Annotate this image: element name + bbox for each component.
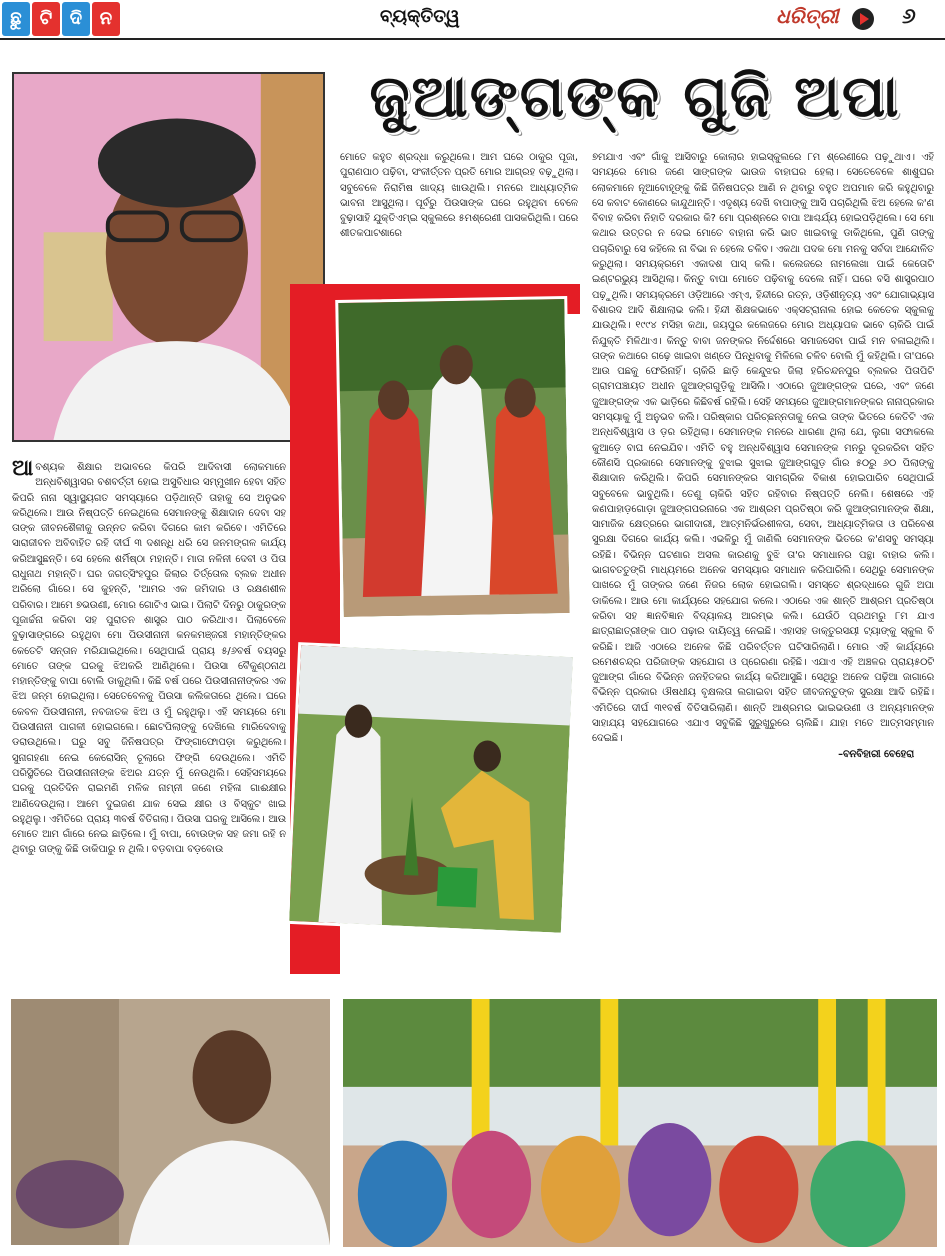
tree-planting-photo [286,642,576,936]
portrait-photo [12,72,325,442]
brand-letter: ଛୁ [2,2,30,36]
brand-letter: ଟି [32,2,60,36]
article-text: ମୋତେ କହୁତ ଶ୍ରଦ୍ଧା କରୁଥିଲେ। ଆମ ଘରେ ଠାକୁର ପୂଜା, ପୁରାଣପାଠ ପଢ଼ିବା, ସଂକୀର୍ତ୍ତନ ପ୍ରତି ମୋର ଆଗ୍ରହ ବଢ଼ୁଥିଲା। ସବୁବେଳେ ନିରାମିଷ ଖାଦ୍ୟ ଖାଉଥିଲି। ମନରେ ଆଧ୍ୟାତ୍ମିକ ଭାବନା ଆସୁଥିଲା। ପୂର୍ବରୁ ପିଉସାଙ୍କ ଘରେ ରହୁଥିବା ବେଳେ ବୁଢ଼ାସାହି ଯୁକ୍ତିଏମ୍‌ଇ ସ୍କୁଲରେ ୫ମଶ୍ରେଣୀ ପାସକରିଥିଲି। ପରେ ଶୀତକପାଟଶାରେ [340,152,578,240]
newspaper-logo: ଧରିତ୍ରୀ [776,4,839,28]
article-column-left [12,460,286,990]
seated-portrait-photo [8,996,333,1248]
article-column-right [592,150,934,990]
page-header [0,0,945,40]
byline: –ବନବିହାରୀ ବେହେରା [838,748,914,760]
play-icon [852,8,874,30]
section-brand [2,2,120,36]
article-column-middle [340,150,578,290]
drop-cap: ଆ [12,460,34,481]
women-group-photo [340,996,940,1250]
group-photo [335,296,573,620]
article-text: ବଶ୍ୟକ ଶିକ୍ଷାର ଅଭାବରେ କିପରି ଆଦିବାସୀ ଲୋକମାନେ ଅନ୍ଧବିଶ୍ୱାସର ବଶବର୍ତ୍ତୀ ହୋଇ ଅସୁବିଧାର ସମ୍ମୁଖୀନ ହେବା ସହିତ କିପରି ନାନା ସ୍ୱାସ୍ଥ୍ୟଗତ ସମସ୍ୟାରେ ପଡ଼ିଥାନ୍ତି ତାହାକୁ ସେ ଅନୁଭବ କରିଥିଲେ। ଆଉ ନିଷ୍ପତ୍ତି ନେଇଥିଲେ ସେମାନଙ୍କୁ ଶିକ୍ଷାଦାନ ଦେବା ସହ ତାଙ୍କ ଜୀବନଶୈଳୀକୁ ଉନ୍ନତ କରିବା ଦିଗରେ କାମ କରିବେ। ଏମିତିରେ ସାରାଜୀବନ ଅବିବାହିତ ରହି ଦୀର୍ଘ ୩ ଦଶନ୍ଧି ଧରି ସେ ଜନମଙ୍ଗଳ କାର୍ଯ୍ୟ କରିଆସୁଛନ୍ତି। ସେ ହେଲେ ଶର୍ମିଷ୍ଠା ମହାନ୍ତି। ମାତା ନଳିନୀ ଦେବୀ ଓ ପିତା ରାଧୁନାଥ ମହାନ୍ତି। ଘର ଜଗତ୍‌ସିଂହପୁର ଜିଲାର ତିର୍ତ୍ତୋଲ ବ୍ଲକ ଅଧୀନ ଅରିଲୋ ଗାଁରେ। ସେ କୁହନ୍ତି, 'ଆମର ଏକ ଜମିଦାର ଓ ରକ୍ଷଣଶୀଳ ପରିବାର। ଆମେ ୭ଭଉଣୀ, ମୋର ଗୋଟିଏ ଭାଇ। ପିଲାଟି ଦିନରୁ ଠାକୁରଙ୍କ ପୂଜାର୍ଚ୍ଚନା କରିବା ସହ ପୁରାତନ ଶାସ୍ତ୍ର ପାଠ କରିଥାଏ। ପିଲାବେଳେ ବୁଢ଼ାସାଙ୍ଗରେ ରହୁଥିବା ମୋ ପିଉସୀନାନୀ କନକମଞ୍ଜରୀ ମହାନ୍ତିଙ୍କର କେତେଟି ସନ୍ତାନ ମରିଯାଇଥିଲେ। ସେଥିପାଇଁ ପ୍ରାୟ ୫/୬ବର୍ଷ ବୟସରୁ ମୋତେ ତାଙ୍କ ଘରକୁ ଝିଅକରି ଆଣିଥିଲେ। ପିଉସା ବୈକୁଣ୍ଠନାଥ ମହାନ୍ତିଙ୍କୁ ବାପା ବୋଲି ଡାକୁଥିଲି। କିଛି ବର୍ଷ ପରେ ପିଉସୀନାନୀଙ୍କର ଏକ ଝିଅ ଜନ୍ମ ହୋଇଥିଲା। ସେତେବେଳକୁ ପିଉସା କଲିକତାରେ ଥିଲେ। ଘରେ କେବଳ ପିଉସୀନାନୀ, ନବଜାତକ ଝିଅ ଓ ମୁଁ ରହୁଥିଲୁ। ଏହି ସମୟରେ ମୋ ପିଉସୀନାନୀ ପାଗଳୀ ହୋଇଗଲେ। ଛୋଟପିଲାଙ୍କୁ ଦେଖିଲେ ମାରିଦେବାକୁ ଡରାଉଥିଲେ। ଘରୁ ସବୁ ଜିନିଷପତ୍ର ଫିଙ୍ଗାଫୋପଡ଼ା କରୁଥିଲେ। ସୁନାଗହଣା ନେଇ କେରୋସିନ୍ ଚୂଲାରେ ଫିଙ୍ଗି ଦେଉଥିଲେ। ଏମିତି ପରିସ୍ଥିତିରେ ପିଉସୀନାନୀଙ୍କ ଝିଅର ଯତ୍ନ ମୁଁ ନେଉଥିଲି। ସେହିସମୟରେ ଘରକୁ ପ୍ରତିଦିନ ରାଇମଣି ମଳିକ ନାମ୍ନୀ ଜଣେ ମହିଳା ଗାଈକ୍ଷୀର ଆଣିଦେଉଥିଲା। ଆମେ ଦୁଇଜଣ ଯାକ ସେଇ କ୍ଷୀର ଓ ବିସ୍କୁଟ ଖାଇ ରହୁଥିଲୁ। ଏମିତିରେ ପ୍ରାୟ ୩ବର୍ଷ ବିତିଗଲା। ପିଉସା ଘରକୁ ଆସିଲେ। ଆଉ ମୋତେ ଆମ ଗାଁରେ ନେଇ ଛାଡ଼ିଲେ। ମୁଁ ବାପା, ବୋଉଙ୍କ ସହ ଜମା ରହି ନ ଥିବାରୁ ତାଙ୍କୁ କିଛି ଡାକିପାରୁ ନ ଥିଲି। ବଡ଼ବାପା ବଡ଼ବୋଉ [12,462,286,856]
brand-letter: ଦି [62,2,90,36]
article-text: ୭ମଯାଏ ଏବଂ ଗାଁକୁ ଆସିବାରୁ କୋଲାର ହାଇସ୍କୁଲରେ ୮ମ ଶ୍ରେଣୀରେ ପଢ଼ୁଥାଏ। ଏହି ସମୟରେ ମୋର ଜଣେ ସାଙ୍ଗଙ୍କ ଭାଉଜ ବାହାଘର ହେଲା। ସେତେବେଳେ ଶାଶୁଘର ଲୋକମାନେ ନୂଆବୋହୂଙ୍କୁ କିଛି ଜିନିଷପତ୍ର ଆଣି ନ ଥିବାରୁ ବହୁତ ଅପମାନ କରି କହୁଥିବାରୁ ସେ କବାଟ କୋଣରେ କାନ୍ଦୁଥାନ୍ତି। ଏଦୃଶ୍ୟ ଦେଖି ବାପାଙ୍କୁ ଆସି ପଚାରିଥିଲି ଝିଅ ହେଲେ କ'ଣ ବିବାହ କରିବା ନିହାତି ଦରକାର କି? ମୋ ପ୍ରଶ୍ନରେ ବାପା ଆଶ୍ଚର୍ଯ୍ୟ ହୋଇପଡ଼ିଥିଲେ। ସେ ମୋ କଥାର ଉତ୍ତର ନ ଦେଇ ମୋତେ ବାହାନା କରି ଭାତ ଖାଇବାକୁ ଡାକିଥିଲେ, ପୁଣି ତାଙ୍କୁ ପଚାରିବାରୁ ସେ କହିଲେ ନା ବିଭା ନ ହେଲେ ଚଳିବ। ଏକଥା ପଦକ ମୋ ମନକୁ ସର୍ବଦା ଆନ୍ଦୋଳିତ କରୁଥିଲା। ସମୟକ୍ରମେ ଏକାଦଶ ପାସ୍ କଲି। କଲେଜରେ ନାମଲେଖା ପାଇଁ କେତୋଟି ଇଣ୍ଟରଭ୍ୟୁ ଆସିଥିଲା। କିନ୍ତୁ ବାପା ମୋତେ ପଢ଼ିବାକୁ ଦେଲେ ନାହିଁ। ଘରେ ବସି ଶାସ୍ତ୍ରପାଠ ପଢ଼ୁଥିଲି। ସମୟକ୍ରମେ ଓଡ଼ିଆରେ ଏମ୍‌ଏ, ହିନ୍ଦୀରେ ରତ୍ନ, ଓଡ଼ିଶୀନୃତ୍ୟ ଏବଂ ଯୋଗାଭ୍ୟାସ ବିଶାରଦ ଆଦି ଶିକ୍ଷାଲାଭ କଲି। ହିନ୍ଦୀ ଶିକ୍ଷକଭାବେ ଏକ୍‌ସଟ୍ରାନାଲ ହୋଇ କେତେକ ସ୍କୁଲକୁ ଯାଉଥିଲି। ୧୯୯୪ ମସିହା କଥା, ଜୟପୁର କଲେଜରେ ମୋର ଅଧ୍ୟାପକ ଭାବେ ଚାକିରି ପାଇଁ ନିଯୁକ୍ତି ମିଳିଥାଏ। କିନ୍ତୁ ବାବା ଜନଙ୍କର ନିର୍ଦ୍ଦେଶରେ ସମାଜସେବା ପାଇଁ ମନ ବଳାଇଥିଲି। ତାଙ୍କ କଥାରେ ଗଢ଼େ ଖାଇବା ଖଣ୍ଡେ ପିନ୍ଧିବାକୁ ମିଳିଲେ ଚଳିବ ବୋଲି ମୁଁ କହିଥିଲି। ତା'ପରେ ଆଉ ପଛକୁ ଫେରିନାହିଁ। ଚାକିରି ଛାଡ଼ି କେନ୍ଦୁଝର ଜିଲା ହରିଚନ୍ଦନପୁର ବ୍ଲକର ପିତାପିଟି ଗ୍ରାମପଞ୍ଚାୟତ ଅଧୀନ ଜୁଆଙ୍ଗଗୁଡ଼ିକୁ ଆସିଲି। ଏଠାରେ ଜୁଆଙ୍ଗଙ୍କ ଘରେ, ଏବଂ ଜଣେ ଜୁଆଙ୍ଗଙ୍କ ଏକ ଭାଡ଼ିରେ କିଛିବର୍ଷ ରହିଲି। ସେହି ସମୟରେ ଜୁଆଙ୍ଗମାନଙ୍କର ନାନାପ୍ରକାର ସମସ୍ୟାକୁ ମୁଁ ଅନୁଭବ କଲି। ପରିଷ୍କାର ପରିଚ୍ଛନ୍ନତାକୁ ନେଇ ତାଙ୍କ ଭିତରେ କେତିଟି ଏକ ଅନ୍ଧବିଶ୍ୱାସ ଓ ଡ଼ର ରହିଥିଲା। ସେମାନଙ୍କ ମନରେ ଧାରଣା ଥିଲା ଯେ, ଲୁଗା ସଫାକଲେ କୁଆଡ଼େ ବାଘ ନେଇଯିବ। ଏମିତି ବହୁ ଅନ୍ଧବିଶ୍ୱାସ ସେମାନଙ୍କ ମନରୁ ଦୂରକରିବା ସହିତ କୌଣସି ପ୍ରକାରେ ସେମାନଙ୍କୁ ବୁଝାଇ ସୁଝାଇ ଜୁଆଙ୍ଗଗୁଡ଼ ଗାଁର ୫୦ରୁ ୬୦ ପିଲାଙ୍କୁ ଶିକ୍ଷାଦାନ କରିଥିଲି। କିପରି ସେମାନଙ୍କର ସାମଗ୍ରିକ ବିକାଶ ହୋଇପାରିବ ସେଥିପାଇଁ ସବୁବେଳେ ଭାବୁଥିଲି। ତେଣୁ ଚାକିରି ସହିତ ରହିବାର ନିଷ୍ପତ୍ତି ନେଲି। ଶେଷରେ ଏହି କଣପାହାଡ଼ଗୋଡ଼ା ଜୁଆଙ୍ଗପରନାରେ ଏକ ଆଶ୍ରମ ପ୍ରତିଷ୍ଠା କରି ଜୁଆଙ୍ଗମାନଙ୍କ ଶିକ୍ଷା, ସାମାଜିକ କ୍ଷେତ୍ରରେ ଭାଗୀଦାରୀ, ଆତ୍ମନିର୍ଭରଶୀଳତା, ସେବା, ଆଧ୍ୟାତ୍ମିକତା ଓ ପରିବେଶ ସୁରକ୍ଷା ଦିଗରେ କାର୍ଯ୍ୟ କଲି। ଏଭଳିରୁ ମୁଁ ଜାଣିଲି ସେମାନଙ୍କ ଭିତରେ କ'ଣସବୁ ସମସ୍ୟା ରହିଛି। ବିଭିନ୍ନ ଘଟଣାର ଅସଲ କାରଣକୁ ବୁଝି ତା'ର ସମାଧାନର ପନ୍ଥା ବାହାର କଲି। ଭାଗବତତୁଙ୍ଗି ମାଧ୍ୟମରେ ଅନେକ ସମସ୍ୟାର ସମାଧାନ କରିପାରିଲି। ସେଥିରୁ ସେମାନଙ୍କ ପାଖରେ ମୁଁ ତାଙ୍କର ଜଣେ ନିଜର ଲୋକ ହୋଇଗଲି। ସମସ୍ତେ ଶ୍ରଦ୍ଧାରେ ଗୁଜି ଅପା ଡାକିଲେ। ଆଉ ମୋ କାର୍ଯ୍ୟରେ ସହଯୋଗ କଲେ। ଏଠାରେ ଏକ ଶାନ୍ତି ଆଶ୍ରମ ପ୍ରତିଷ୍ଠା କରିବା ସହ ଜ୍ଞାନବିଜ୍ଞାନ ବିଦ୍ୟାଳୟ ଆରମ୍ଭ କଲି। ଯେଉଁଠି ପ୍ରଥମରୁ ୮ମ ଯାଏ ଛାତ୍ରାଛାତ୍ରୀଙ୍କ ପାଠ ପଢ଼ାର ଦାୟିତ୍ୱ ନେଇଛି। ଏହାସହ ଡାକ୍ତୁରସୟୀ ଟ୍ୟାଙ୍କୁ ସ୍କୁଲ ବି କରିଛି। ଆଜି ଏଠାରେ ଅନେକ କିଛି ପରିବର୍ତ୍ତନ ଘଟିସାରିଲାଣି। ମୋର ଏହି କାର୍ଯ୍ୟରେ ରମେଶଚନ୍ଦ୍ର ପରିଜାଙ୍କ ସହଯୋଗ ଓ ପ୍ରେରଣା ରହିଛି। ଏଯାଏ ଏହି ଅଞ୍ଚଳର ପ୍ରାୟ୫୦ଟି ଜୁଆଙ୍ଗ ଗାଁରେ ବିଭିନ୍ନ ଜନହିତକର କାର୍ଯ୍ୟ କରିଆସୁଛି। ସେଥିରୁ ଅନେକ ପଢ଼ିଆ ଜାଗାରେ ବିଭିନ୍ନ ପ୍ରକାର ଔଷଧୀୟ ବୃକ୍ଷଲତା ଲଗାଇବା ସହିତ ଜୀବଜନ୍ତୁଙ୍କ ସୁରକ୍ଷା ଆଦି ରହିଛି। ଏମିତିରେ ଦୀର୍ଘ ୩୧ବର୍ଷ ବିତିସାରିଲାଣି। ଶାନ୍ତି ଆଶ୍ରମର ଭାଇଭଉଣୀ ଓ ଅନ୍ୟମାନଙ୍କ ସାହାଯ୍ୟ ସହଯୋଗରେ ଏଯାଏ ସବୁକିଛି ସୁରୁଖୁରୁରେ ଚାଲିଛି। ଯାହା ମତେ ଆତ୍ମସମ୍ମାନ ଦେଇଛି। [592,152,934,745]
headline: ଜୁଆଙ୍ଗଙ୍କ ଗୁଜି ଅପା [369,62,901,130]
section-label: ବ୍ୟକ୍ତିତ୍ୱ [380,6,460,27]
page-number: ୬ [902,4,916,29]
brand-letter: ନ [92,2,120,36]
